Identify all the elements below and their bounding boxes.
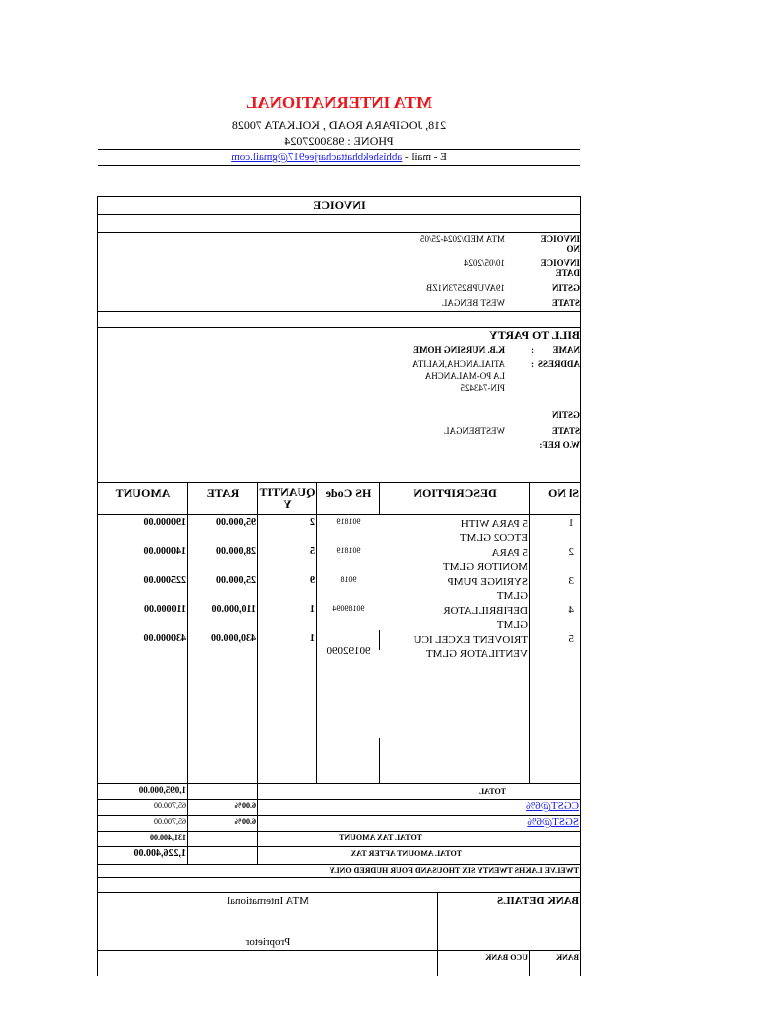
divider [98, 232, 581, 233]
divider [98, 165, 580, 166]
bill-address-colon: : [531, 359, 534, 369]
frame-right [97, 196, 98, 976]
row-amount: 110000.00 [144, 604, 186, 615]
bank-details-heading: BANK DETAILS [496, 895, 579, 907]
row-hs-code: 901819 [336, 546, 361, 555]
bank-label: BANK [555, 953, 579, 962]
gstin-label: GSTIN [551, 283, 580, 293]
invoice-fields [100, 234, 580, 312]
bank-value: UCO BANK [485, 953, 528, 962]
total-label: TOTAL [478, 787, 506, 796]
divider [98, 831, 581, 832]
divider [98, 214, 581, 215]
row-rate: 430,000.00 [211, 633, 256, 644]
total-tax-value: 131,400.00 [150, 833, 186, 842]
bill-name-colon: : [531, 345, 534, 355]
row-rate: 110,000.00 [211, 604, 256, 615]
total-value: 1,095,000.00 [138, 785, 186, 795]
row-sl: 3 [568, 575, 574, 587]
row-sl: 5 [568, 633, 574, 645]
invoice-no-label: INVOICE NO [540, 234, 580, 254]
state-label: STATE [551, 298, 580, 308]
bill-name-label: NAME [552, 345, 580, 355]
email-link[interactable]: abhishekbhattacharjee917@gmail.com [231, 151, 403, 163]
header-description: DESCRIPTION [413, 486, 497, 500]
row-hs-code: 9018 [340, 575, 357, 584]
row-rate: 28,000.00 [216, 546, 256, 557]
sgst-rate: 6.00% [234, 817, 256, 826]
frame-left [580, 196, 581, 976]
row-description: 5 PARA WITH ETCO2 GLMT [459, 518, 528, 544]
cgst-value: 65,700.00 [154, 801, 186, 810]
invoice-no-value: MTA MED/2024-25/05 [419, 234, 505, 244]
divider [98, 846, 581, 847]
row-description: 5 PARA MONITOR GLMT [442, 547, 528, 573]
row-sl: 2 [568, 546, 574, 558]
row-quantity: 2 [310, 517, 315, 528]
cgst-rate: 6.00% [234, 801, 256, 810]
row-description: DEFIBRILLATOR GLMT [443, 605, 528, 631]
row-description: SYRINGE PUMP GLMT [447, 576, 528, 602]
col-divider [316, 482, 317, 783]
total-tax-label: TOTAL TAX AMOUNT [339, 833, 422, 842]
total-after-tax-label: TOTAL AMOUNT AFTER TAX [350, 849, 462, 858]
row-quantity: 1 [310, 633, 315, 644]
header-rate: RATE [206, 486, 240, 500]
bill-name-value: K.B. NURSING HOME [412, 345, 505, 355]
col-divider [379, 738, 380, 783]
gstin-value: 19AVUPB2573N1ZB [426, 283, 505, 293]
invoice-date-value: 10/05/2024 [463, 258, 505, 268]
wo-ref-label: W.O REF: [539, 440, 580, 450]
bill-address-label: ADDRESS [537, 359, 580, 369]
bill-state-label: STATE [551, 426, 580, 436]
header-amount: AMOUNT [115, 486, 171, 500]
divider [98, 815, 581, 816]
invoice-date-label: INVOICE DATE [540, 258, 580, 278]
row-amount: 225000.00 [143, 575, 186, 586]
row-quantity: 1 [310, 604, 315, 615]
footer-divider [529, 950, 530, 976]
bill-gstin-label: GSTIN [551, 410, 580, 420]
row-quantity: 9 [310, 575, 315, 586]
row-rate: 25,000.00 [216, 575, 256, 586]
header-sl: Sl NO [547, 486, 579, 500]
row-rate: 95,000.00 [216, 517, 256, 528]
divider [98, 149, 580, 150]
bill-address-line-2: LA PO-MALANCHA [424, 371, 505, 381]
company-phone: PHONE : 9830027024 [284, 134, 394, 148]
divider [98, 799, 581, 800]
row-hs-code: 90189094 [332, 604, 365, 613]
row-quantity: 5 [310, 546, 315, 557]
email-line [98, 151, 580, 163]
company-address: 218, JOGIPARA ROAD , KOLKATA 70028 [231, 118, 447, 132]
bill-state-value: WESTBENGAL [444, 426, 505, 436]
amount-in-words: TWELVE LAKHS TWENTY SIX THOUSAND FOUR HUDRED ONLY [329, 866, 579, 875]
divider [98, 892, 581, 893]
bill-to-section [100, 328, 580, 478]
col-divider [187, 482, 188, 864]
divider [98, 950, 581, 951]
total-after-tax-value: 1,226,400.00 [133, 848, 186, 859]
divider [98, 877, 581, 878]
header-quantity: QUANTIT Y [259, 485, 316, 511]
table-top [98, 482, 581, 483]
row-hs-code: 901819 [336, 517, 361, 526]
divider [98, 783, 581, 784]
cgst-label[interactable]: CGST@6% [526, 800, 579, 812]
sgst-label[interactable]: SGST@6% [527, 816, 579, 828]
row-amount: 430000.00 [143, 633, 186, 644]
bill-address-line-3: PIN-743425 [460, 383, 505, 393]
row-amount: 190000.00 [143, 517, 186, 528]
sgst-value: 65,700.00 [154, 817, 186, 826]
company-name: MTA INTERNATIONAL [246, 93, 432, 112]
header-hs-code: HS Code [325, 486, 372, 500]
frame-top [98, 196, 581, 197]
row-description: TRIOVENT EXCEL ICU VENTILATOR GLMT [413, 634, 528, 660]
table-header-bottom [98, 514, 581, 515]
row-sl: 4 [568, 604, 574, 616]
email-label: E - mail - [405, 151, 447, 163]
bill-address-line-1: ATIALANCHA,KALITA [411, 359, 505, 369]
proprietor-label: Proprietor [245, 936, 291, 948]
row-sl: 1 [568, 517, 574, 529]
row-amount: 140000.00 [143, 546, 186, 557]
company-sign: MTA International [227, 895, 309, 907]
row-hs-code: 90192090 [326, 645, 371, 657]
invoice-title: INVOICE [313, 198, 366, 212]
divider [98, 864, 581, 865]
col-divider [257, 482, 258, 864]
divider [98, 311, 581, 312]
bill-to-heading: BILL TO PARTY [489, 328, 580, 342]
state-value: WEST BENGAL [441, 298, 505, 308]
col-divider [529, 482, 530, 783]
